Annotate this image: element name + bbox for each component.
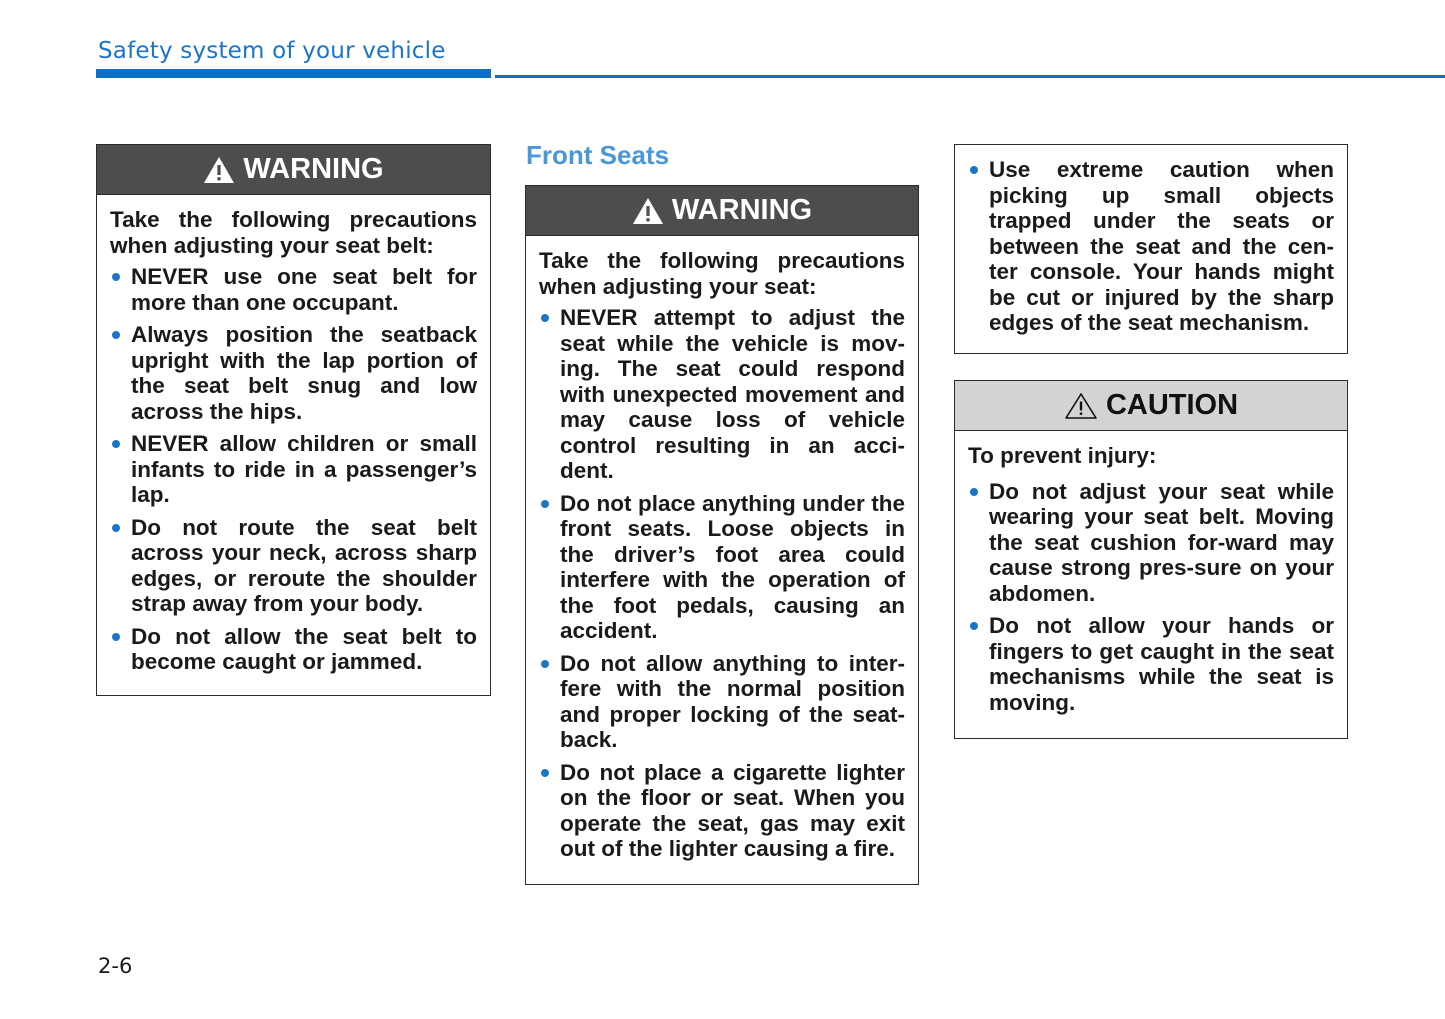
warning-box-seat — [525, 185, 919, 885]
list-item: NEVER use one seat belt for more than one occupant. — [110, 264, 477, 315]
warning-label: WARNING — [243, 153, 384, 185]
caution-triangle-icon — [1064, 392, 1098, 420]
warning-intro: Take the following precautions when adjusting your seat belt: — [110, 207, 477, 258]
caution-intro: To prevent injury: — [968, 443, 1157, 468]
list-item: Do not adjust your seat while wearing your seat belt. Moving the seat cushion for-ward may cause strong pres-sure on your abdomen. — [968, 479, 1334, 607]
list-item: NEVER attempt to adjust the seat while the vehicle is mov-ing. The seat could respond with unexpected movement and may cause loss of vehicle control resulting in an acci-dent. — [539, 305, 905, 484]
list-item: NEVER allow children or small infants to ride in a passenger’s lap. — [110, 431, 477, 508]
page-number: 2-6 — [98, 954, 133, 978]
warning-intro: Take the following precautions when adjusting your seat: — [539, 248, 905, 299]
warning-body — [526, 236, 918, 876]
list-item: Do not allow your hands or fingers to get caught in the seat mechanisms while the seat is moving. — [968, 613, 1334, 715]
warning-continuation-box — [954, 144, 1348, 354]
warning-header — [526, 186, 918, 236]
chapter-title: Safety system of your vehicle — [98, 38, 446, 64]
continuation-body — [955, 145, 1347, 350]
warning-label: WARNING — [671, 194, 813, 226]
warning-box-seat-belt — [96, 144, 491, 696]
list-item: Do not place a cigarette lighter on the floor or seat. When you operate the seat, gas may exit out of the lighter causing a fire. — [539, 760, 905, 862]
warning-triangle-icon — [632, 197, 664, 225]
list-item: Do not allow anything to inter-fere with the normal position and proper locking of the seat-back. — [539, 651, 905, 753]
warning-header — [97, 145, 490, 195]
caution-list — [968, 479, 1334, 716]
list-item: Do not place anything under the front seats. Loose objects in the driver’s foot area could interfere with the operation of the foot pedals, causing an accident. — [539, 491, 905, 644]
list-item: Always position the seatback upright with the lap portion of the seat belt snug and low across the hips. — [110, 322, 477, 424]
warning-list — [539, 305, 905, 862]
warning-body — [97, 195, 490, 689]
list-item: Do not allow the seat belt to become caught or jammed. — [110, 624, 477, 675]
header-rule-thin — [495, 75, 1445, 78]
section-title: Front Seats — [526, 140, 670, 170]
list-item: Use extreme caution when picking up small objects trapped under the seats or between the seat and the cen-ter console. Your hands might be cut or injured by the sharp edges of the seat mechanism. — [968, 157, 1334, 336]
header-rule-thick — [96, 69, 491, 78]
list-item: Do not route the seat belt across your neck, across sharp edges, or reroute the shoulder strap away from your body. — [110, 515, 477, 617]
continuation-list — [968, 157, 1334, 336]
caution-header — [955, 381, 1347, 431]
warning-triangle-icon — [203, 156, 235, 184]
caution-box — [954, 380, 1348, 739]
caution-body — [955, 431, 1347, 729]
warning-list — [110, 264, 477, 675]
caution-label: CAUTION — [1105, 389, 1239, 421]
